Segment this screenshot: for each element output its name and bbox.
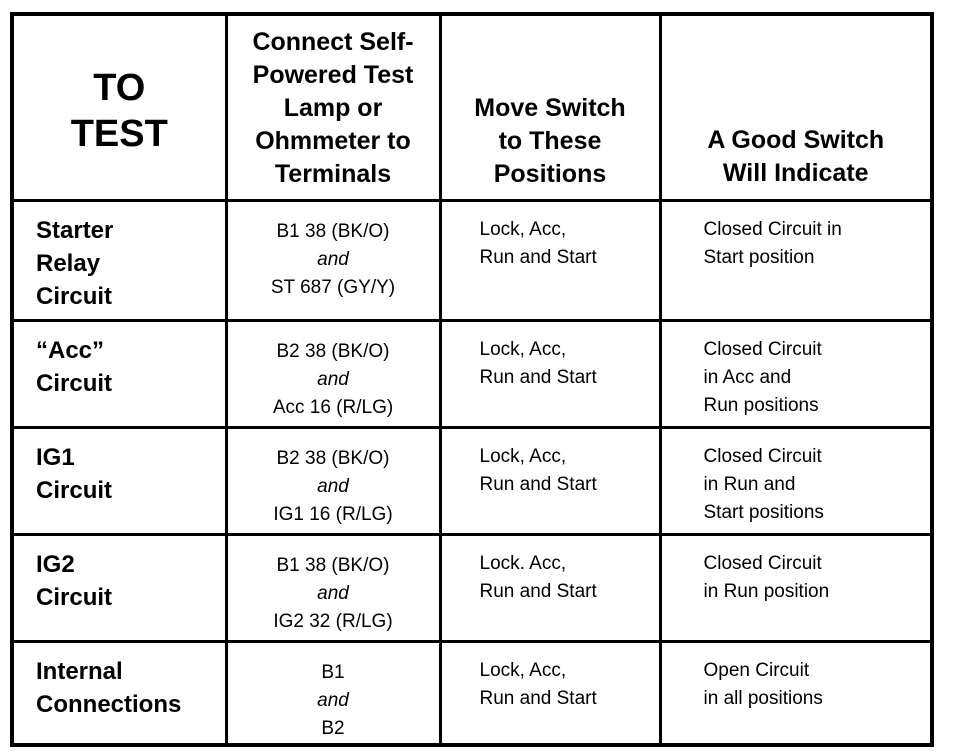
row-test-line: IG1 xyxy=(36,443,75,471)
header-row xyxy=(12,14,932,200)
row-positions xyxy=(440,200,660,320)
row-terminals xyxy=(226,427,440,534)
row-indication xyxy=(660,534,932,641)
row-test-line: Relay xyxy=(36,249,101,277)
terminal-line: IG2 32 (R/LG) xyxy=(273,610,393,632)
header-good-line: Will Indicate xyxy=(722,159,869,187)
header-to-test-line: TEST xyxy=(70,113,168,156)
row-terminals xyxy=(226,320,440,427)
position-line: Lock, Acc, xyxy=(479,445,567,467)
row-test-name xyxy=(12,427,226,534)
table-row xyxy=(12,200,932,320)
indication-line: in Run position xyxy=(703,580,830,602)
row-indication xyxy=(660,641,932,745)
row-positions xyxy=(440,534,660,641)
terminal-line: IG1 16 (R/LG) xyxy=(273,503,393,525)
indication-line: in Acc and xyxy=(703,366,792,388)
row-positions xyxy=(440,427,660,534)
row-terminals xyxy=(226,534,440,641)
indication-line: Start position xyxy=(703,246,815,268)
row-test-line: IG2 xyxy=(36,550,75,578)
row-indication xyxy=(660,427,932,534)
terminal-and: and xyxy=(317,368,349,390)
row-terminals xyxy=(226,641,440,745)
row-test-name xyxy=(12,320,226,427)
position-line: Lock. Acc, xyxy=(479,552,567,574)
row-test-line: Circuit xyxy=(36,282,113,310)
position-line: Run and Start xyxy=(479,687,597,709)
position-line: Run and Start xyxy=(479,580,597,602)
terminal-and: and xyxy=(317,475,349,497)
header-connect-line: Connect Self- xyxy=(252,28,414,56)
terminal-and: and xyxy=(317,689,349,711)
table-row xyxy=(12,427,932,534)
table-row xyxy=(12,534,932,641)
table-row xyxy=(12,320,932,427)
terminal-line: B1 38 (BK/O) xyxy=(276,220,390,242)
terminal-line: Acc 16 (R/LG) xyxy=(272,396,394,418)
indication-line: Open Circuit xyxy=(703,659,810,681)
row-indication xyxy=(660,200,932,320)
terminal-line: B2 xyxy=(321,717,345,739)
row-test-line: Circuit xyxy=(36,369,113,397)
header-good-line: A Good Switch xyxy=(707,126,885,154)
terminal-and: and xyxy=(317,582,349,604)
indication-line: Run positions xyxy=(703,394,819,416)
position-line: Run and Start xyxy=(479,246,597,268)
terminal-line: B1 38 (BK/O) xyxy=(276,554,390,576)
indication-line: Closed Circuit in xyxy=(703,218,842,240)
position-line: Lock, Acc, xyxy=(479,338,567,360)
table-row xyxy=(12,641,932,745)
header-move-line: Move Switch xyxy=(474,94,626,122)
position-line: Run and Start xyxy=(479,473,597,495)
terminal-line: B1 xyxy=(321,661,345,683)
header-connect-line: Lamp or xyxy=(283,94,383,122)
row-test-name xyxy=(12,534,226,641)
row-positions xyxy=(440,320,660,427)
header-move-line: to These xyxy=(498,127,602,155)
header-connect-terminals xyxy=(226,14,440,200)
terminal-line: B2 38 (BK/O) xyxy=(276,447,390,469)
row-test-line: Circuit xyxy=(36,583,113,611)
header-connect-line: Terminals xyxy=(274,160,392,188)
header-to-test xyxy=(12,14,226,200)
header-connect-line: Powered Test xyxy=(252,61,414,89)
header-move-line: Positions xyxy=(493,160,607,188)
position-line: Run and Start xyxy=(479,366,597,388)
row-terminals xyxy=(226,200,440,320)
position-line: Lock, Acc, xyxy=(479,218,567,240)
indication-line: Closed Circuit xyxy=(703,552,822,574)
indication-line: Start positions xyxy=(703,501,824,523)
indication-line: in all positions xyxy=(703,687,823,709)
header-connect-line: Ohmmeter to xyxy=(255,127,411,155)
row-indication xyxy=(660,320,932,427)
header-move-switch xyxy=(440,14,660,200)
row-test-line: Circuit xyxy=(36,476,113,504)
row-test-line: Connections xyxy=(36,690,182,718)
row-test-name xyxy=(12,200,226,320)
header-good-switch xyxy=(660,14,932,200)
row-test-line: Internal xyxy=(36,657,123,685)
indication-line: in Run and xyxy=(703,473,796,495)
header-to-test-line: TO xyxy=(93,67,146,110)
row-test-line: “Acc” xyxy=(36,336,105,364)
position-line: Lock, Acc, xyxy=(479,659,567,681)
row-test-name xyxy=(12,641,226,745)
row-test-line: Starter xyxy=(36,216,114,244)
switch-test-table xyxy=(10,12,934,747)
terminal-line: B2 38 (BK/O) xyxy=(276,340,390,362)
indication-line: Closed Circuit xyxy=(703,338,822,360)
terminal-and: and xyxy=(317,248,349,270)
row-positions xyxy=(440,641,660,745)
indication-line: Closed Circuit xyxy=(703,445,822,467)
terminal-line: ST 687 (GY/Y) xyxy=(270,276,396,298)
